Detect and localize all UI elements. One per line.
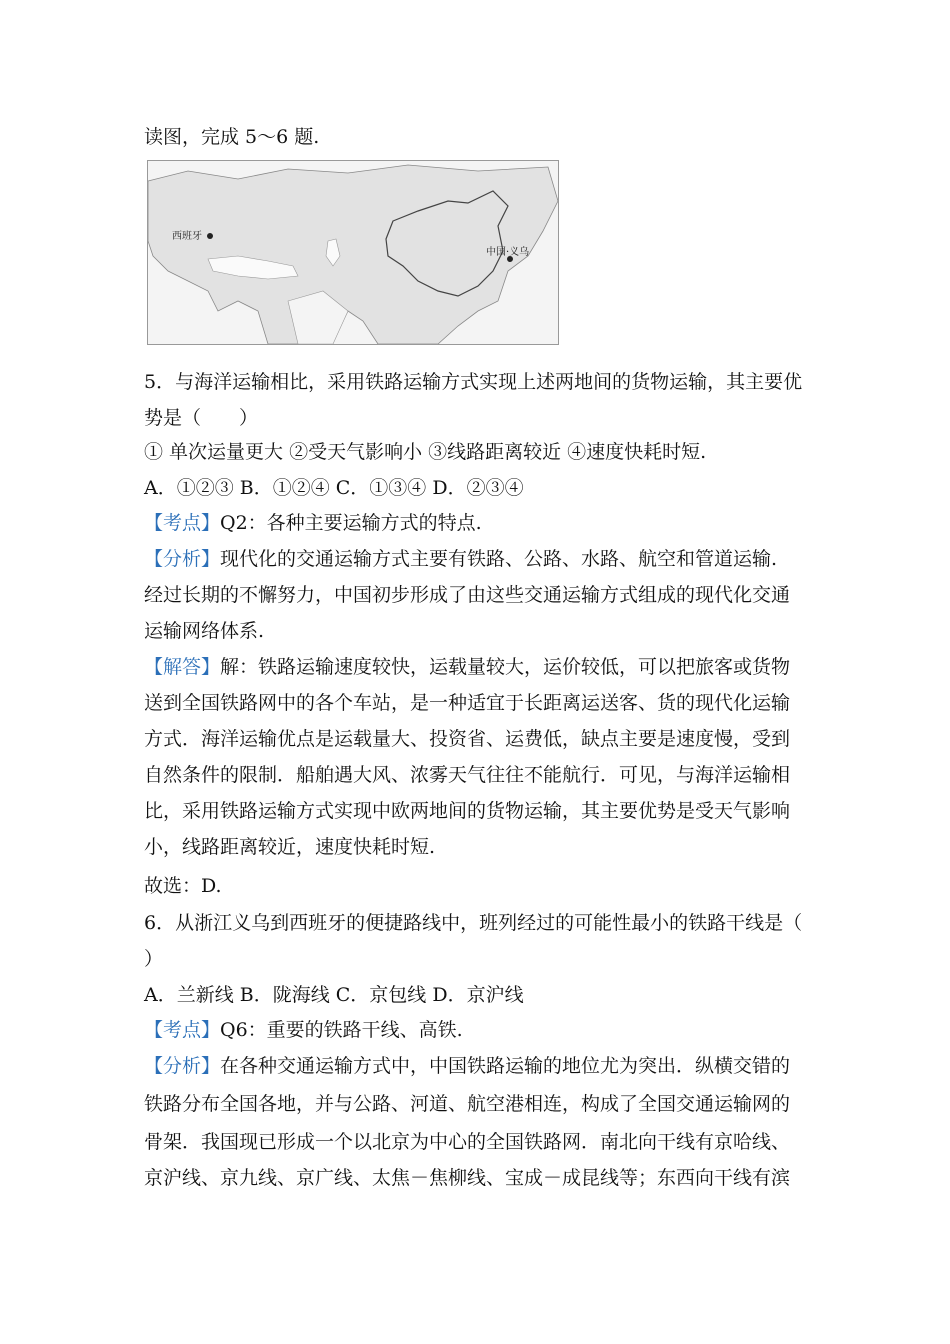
q5-jieda-line2: 送到全国铁路网中的各个车站，是一种适宜于长距离运送客、货的现代化运输 [144, 692, 791, 714]
kaodian-tag: 【考点】 [144, 512, 221, 534]
q5-stem-line2: 势是（ ） [144, 407, 259, 429]
fenxi-tag: 【分析】 [144, 548, 221, 570]
intro-text: 读图，完成 5～6 题. [144, 126, 320, 148]
q5-answer: 故选：D. [144, 875, 222, 897]
jieda-tag: 【解答】 [144, 656, 221, 678]
kaodian-text: Q2：各种主要运输方式的特点. [220, 512, 482, 534]
q6-fenxi-line1 [144, 1054, 790, 1078]
q6-fenxi-line4: 京沪线、京九线、京广线、太焦－焦柳线、宝成－成昆线等；东西向干线有滨 [144, 1167, 791, 1189]
q6-stem-line2: ） [144, 948, 164, 970]
q5-fenxi-line2: 经过长期的不懈努力，中国初步形成了由这些交通运输方式组成的现代化交通 [144, 584, 791, 606]
q5-jieda-line5: 比，采用铁路运输方式实现中欧两地间的货物运输，其主要优势是受天气影响 [144, 800, 791, 822]
q5-kaodian [144, 511, 482, 535]
q5-jieda-line3: 方式．海洋运输优点是运载量大、投资省、运费低，缺点主要是速度慢，受到 [144, 728, 791, 750]
fenxi-tag: 【分析】 [144, 1055, 221, 1077]
q5-options: A．①②③ B．①②④ C．①③④ D．②③④ [144, 477, 524, 499]
q5-stem-line1: 5．与海洋运输相比，采用铁路运输方式实现上述两地间的货物运输，其主要优 [144, 371, 803, 393]
kaodian-text: Q6：重要的铁路干线、高铁. [220, 1019, 463, 1041]
q5-jieda-line1 [144, 655, 790, 679]
kaodian-tag: 【考点】 [144, 1019, 221, 1041]
q6-options: A．兰新线 B．陇海线 C．京包线 D．京沪线 [144, 984, 524, 1006]
q6-fenxi-line2: 铁路分布全国各地，并与公路、河道、航空港相连，构成了全国交通运输网的 [144, 1093, 791, 1115]
map-label-spain: 西班牙 [172, 231, 202, 242]
q5-jieda-line6: 小，线路距离较近，速度快耗时短. [144, 836, 436, 858]
q5-statements: ① 单次运量更大 ②受天气影响小 ③线路距离较近 ④速度快耗时短. [144, 441, 707, 463]
fenxi-text: 现代化的交通运输方式主要有铁路、公路、水路、航空和管道运输. [220, 548, 778, 570]
q5-jieda-line4: 自然条件的限制．船舶遇大风、浓雾天气往往不能航行．可见，与海洋运输相 [144, 764, 791, 786]
q6-stem-line1: 6．从浙江义乌到西班牙的便捷路线中，班列经过的可能性最小的铁路干线是（ [144, 912, 803, 934]
map-label-china-yiwu: 中国·义乌 [486, 247, 530, 258]
q5-fenxi-line1 [144, 547, 777, 571]
fenxi-text: 在各种交通运输方式中，中国铁路运输的地位尤为突出．纵横交错的 [220, 1055, 791, 1077]
q6-fenxi-line3: 骨架．我国现已形成一个以北京为中心的全国铁路网．南北向干线有京哈线、 [144, 1131, 791, 1153]
q6-kaodian [144, 1018, 463, 1042]
q5-fenxi-line3: 运输网络体系. [144, 620, 265, 642]
jieda-text: 解：铁路运输速度较快，运载量较大，运价较低，可以把旅客或货物 [220, 656, 791, 678]
map-figure [147, 160, 559, 345]
